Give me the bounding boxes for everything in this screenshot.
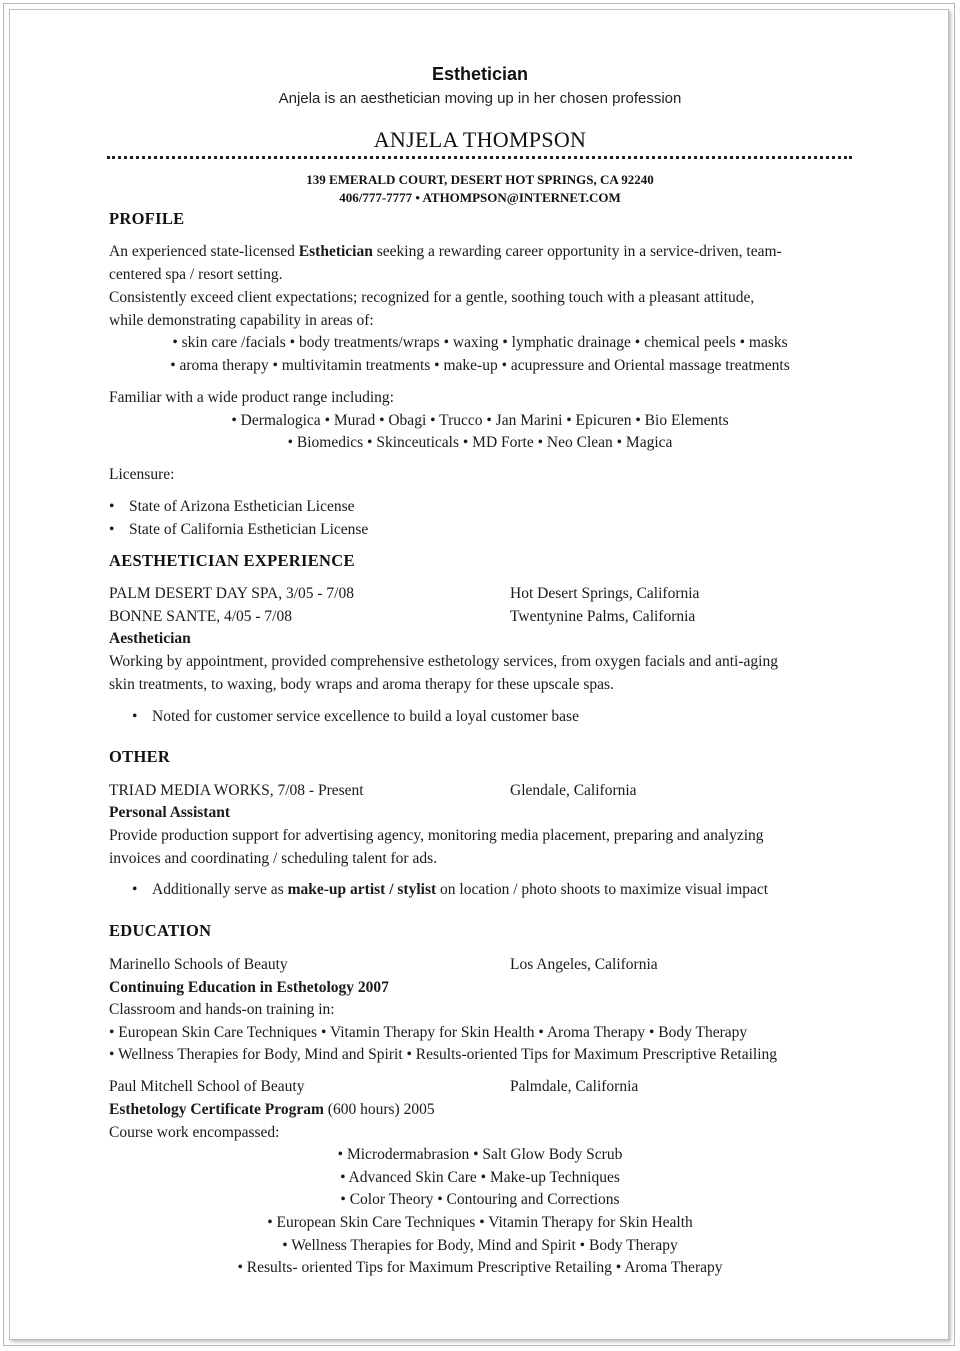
course-line: • Color Theory • Contouring and Corrections	[340, 1191, 620, 1208]
contact-line: 406/777-7777 • ATHOMPSON@INTERNET.COM	[339, 190, 621, 205]
course-line: • European Skin Care Techniques • Vitamin Therapy for Skin Health	[267, 1214, 693, 1231]
training-line-2: • Wellness Therapies for Body, Mind and Spirit • Results-oriented Tips for Maximum Prescriptive Retailing	[109, 1046, 778, 1063]
profile-line-1: An experienced state-licensed Esthetician seeking a rewarding career opportunity in a service-driven, team-	[109, 243, 782, 260]
education-program-2: Esthetology Certificate Program (600 hours) 2005	[109, 1101, 435, 1118]
education-school-1: Marinello Schools of Beauty	[109, 956, 288, 973]
education-school-2: Paul Mitchell School of Beauty	[109, 1078, 305, 1095]
address-line: 139 EMERALD COURT, DESERT HOT SPRINGS, CA 92240	[306, 172, 654, 187]
other-employer: TRIAD MEDIA WORKS, 7/08 - Present	[109, 782, 364, 799]
other-desc-2: invoices and coordinating / scheduling talent for ads.	[109, 850, 437, 867]
training-line-1: • European Skin Care Techniques • Vitamin Therapy for Skin Health • Aroma Therapy • Body Therapy	[109, 1024, 748, 1041]
experience-employer-2: BONNE SANTE, 4/05 - 7/08	[109, 608, 292, 625]
course-intro: Course work encompassed:	[109, 1124, 280, 1141]
products-line-2: • Biomedics • Skinceuticals • MD Forte • Neo Clean • Magica	[287, 434, 673, 451]
experience-location-1: Hot Desert Springs, California	[510, 585, 700, 602]
experience-job-title: Aesthetician	[109, 630, 191, 647]
education-location-1: Los Angeles, California	[510, 956, 658, 973]
education-location-2: Palmdale, California	[510, 1078, 639, 1095]
document-subtitle: Anjela is an aesthetician moving up in her chosen profession	[278, 90, 682, 107]
experience-location-2: Twentynine Palms, California	[510, 608, 696, 625]
skills-line-1: • skin care /facials • body treatments/wraps • waxing • lymphatic drainage • chemical peels • masks	[172, 334, 788, 351]
licensure-label: Licensure:	[109, 466, 175, 483]
course-line: • Microdermabrasion • Salt Glow Body Scrub	[337, 1146, 623, 1163]
candidate-name: ANJELA THOMPSON	[373, 127, 587, 152]
other-job-title: Personal Assistant	[109, 804, 230, 821]
other-heading: OTHER	[109, 747, 171, 766]
other-bullet-highlight: make-up artist / stylist	[287, 881, 437, 898]
experience-desc-2: skin treatments, to waxing, body wraps and aroma therapy for these upscale spas.	[109, 676, 614, 693]
profile-line-4: while demonstrating capability in areas of:	[109, 312, 374, 329]
other-location: Glendale, California	[510, 782, 637, 799]
document-title: Esthetician	[431, 64, 529, 84]
dotted-divider	[107, 156, 852, 159]
skills-line-2: • aroma therapy • multivitamin treatments • make-up • acupressure and Oriental massage treatments	[170, 357, 790, 374]
products-line-1: • Dermalogica • Murad • Obagi • Trucco • Jan Marini • Epicuren • Bio Elements	[231, 412, 729, 429]
license-item: • State of Arizona Esthetician License	[109, 498, 355, 515]
experience-heading: AESTHETICIAN EXPERIENCE	[109, 551, 355, 570]
training-intro: Classroom and hands-on training in:	[109, 1001, 335, 1018]
experience-employer-1: PALM DESERT DAY SPA, 3/05 - 7/08	[109, 585, 354, 602]
education-heading: EDUCATION	[109, 921, 212, 940]
experience-bullet: • Noted for customer service excellence to build a loyal customer base	[132, 708, 579, 725]
other-desc-1: Provide production support for advertising agency, monitoring media placement, preparing and analyzing	[109, 827, 764, 844]
profile-highlight: Esthetician	[298, 243, 373, 260]
course-line: • Results- oriented Tips for Maximum Prescriptive Retailing • Aroma Therapy	[237, 1259, 723, 1276]
profile-line-2: centered spa / resort setting.	[109, 266, 283, 283]
profile-heading: PROFILE	[109, 209, 185, 228]
course-line: • Advanced Skin Care • Make-up Techniques	[340, 1169, 620, 1186]
profile-line-3: Consistently exceed client expectations; recognized for a gentle, soothing touch with a pleasant attitude,	[109, 289, 755, 306]
products-intro: Familiar with a wide product range including:	[109, 389, 394, 406]
other-bullet: • Additionally serve as make-up artist / stylist on location / photo shoots to maximize visual impact	[132, 881, 769, 898]
course-line: • Wellness Therapies for Body, Mind and Spirit • Body Therapy	[282, 1237, 678, 1254]
license-item: • State of California Esthetician License	[109, 521, 369, 538]
experience-desc-1: Working by appointment, provided comprehensive esthetology services, from oxygen facials and anti-aging	[109, 653, 778, 670]
education-program-1: Continuing Education in Esthetology 2007	[109, 979, 389, 996]
